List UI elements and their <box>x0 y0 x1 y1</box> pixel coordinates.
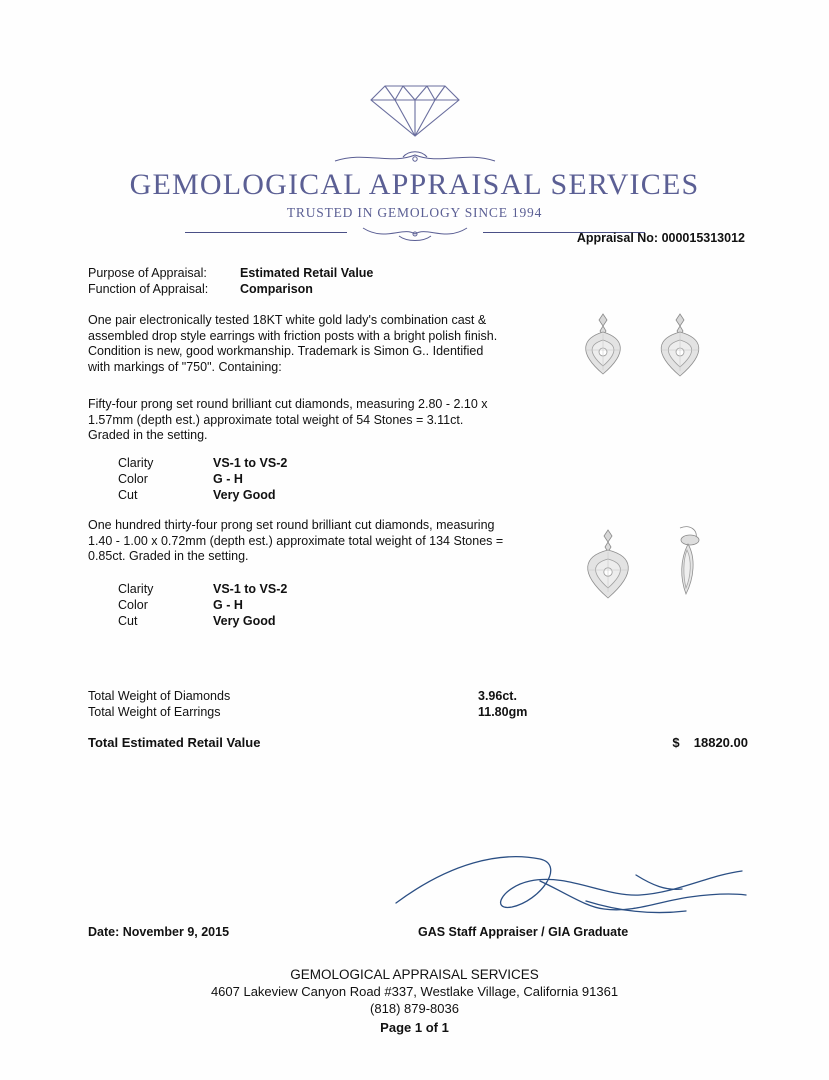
function-label: Function of Appraisal: <box>88 282 209 296</box>
spec-row <box>118 455 287 471</box>
total-weight-earrings-value: 11.80gm <box>478 705 528 719</box>
total-weight-diamonds-label: Total Weight of Diamonds <box>88 689 231 703</box>
letterhead-divider <box>185 226 645 240</box>
function-row <box>88 281 373 297</box>
color-label: Color <box>118 598 148 612</box>
footer-company: GEMOLOGICAL APPRAISAL SERVICES <box>290 967 539 982</box>
diamond-lot-1-description: Fifty-four prong set round brilliant cut diamonds, measuring 2.80 - 2.10 x 1.57mm (depth est.) approximate total weight of 54 Stones = 3.11ct. Graded in the setting. <box>88 397 488 442</box>
earrings-photo-side <box>558 512 733 627</box>
clarity-value: VS-1 to VS-2 <box>213 582 288 596</box>
purpose-label: Purpose of Appraisal: <box>88 266 207 280</box>
appraiser-title: GAS Staff Appraiser / GIA Graduate <box>418 925 629 939</box>
grand-total-amount: 18820.00 <box>693 735 748 750</box>
grand-total-label: Total Estimated Retail Value <box>88 735 261 750</box>
function-value: Comparison <box>240 282 313 296</box>
clarity-label: Clarity <box>118 456 154 470</box>
purpose-row <box>88 265 373 281</box>
cut-label: Cut <box>118 488 138 502</box>
spec-row <box>118 613 287 629</box>
total-weight-diamonds-row <box>88 688 748 704</box>
cut-value: Very Good <box>213 614 276 628</box>
footer <box>0 966 829 1036</box>
date-line: Date: November 9, 2015 <box>88 925 230 939</box>
grand-total-row <box>88 735 748 750</box>
diamond-icon <box>0 78 829 145</box>
company-name: GEMOLOGICAL APPRAISAL SERVICES <box>129 168 700 201</box>
color-label: Color <box>118 472 148 486</box>
appraisal-purpose-block <box>88 265 373 297</box>
flourish-bottom-icon <box>347 224 483 249</box>
clarity-label: Clarity <box>118 582 154 596</box>
footer-page-number: Page 1 of 1 <box>380 1020 449 1035</box>
company-tagline: TRUSTED IN GEMOLOGY SINCE 1994 <box>286 205 543 220</box>
total-weight-earrings-row <box>88 704 748 720</box>
cut-value: Very Good <box>213 488 276 502</box>
footer-phone: (818) 879-8036 <box>370 1001 459 1016</box>
spec-row <box>118 487 287 503</box>
total-weight-diamonds-value: 3.96ct. <box>478 689 517 703</box>
diamond-lot-1-specs <box>118 455 287 503</box>
spec-row <box>118 597 287 613</box>
spec-row <box>118 581 287 597</box>
color-value: G - H <box>213 598 243 612</box>
appraisal-number: Appraisal No: 000015313012 <box>576 231 745 245</box>
cut-label: Cut <box>118 614 138 628</box>
totals-block <box>88 688 748 720</box>
letterhead <box>0 78 829 240</box>
diamond-lot-2-description: One hundred thirty-four prong set round brilliant cut diamonds, measuring 1.40 - 1.00 x 0.72mm (depth est.) approximate total weight of 134 Stones = 0.85ct. Graded in the setting. <box>88 518 504 563</box>
diamond-lot-2-specs <box>118 581 287 629</box>
signature-image <box>390 845 770 930</box>
grand-total-currency: $ <box>672 735 680 750</box>
total-weight-earrings-label: Total Weight of Earrings <box>88 705 221 719</box>
earrings-photo-front <box>558 302 733 402</box>
clarity-value: VS-1 to VS-2 <box>213 456 288 470</box>
spec-row <box>118 471 287 487</box>
purpose-value: Estimated Retail Value <box>240 266 374 280</box>
footer-address: 4607 Lakeview Canyon Road #337, Westlake Village, California 91361 <box>210 984 619 999</box>
color-value: G - H <box>213 472 243 486</box>
item-description: One pair electronically tested 18KT white gold lady's combination cast & assembled drop style earrings with friction posts with a bright polish finish. Condition is new, good workmanship. Trademark is Simon G.. Identified with markings of "750". Containing: <box>88 313 498 374</box>
